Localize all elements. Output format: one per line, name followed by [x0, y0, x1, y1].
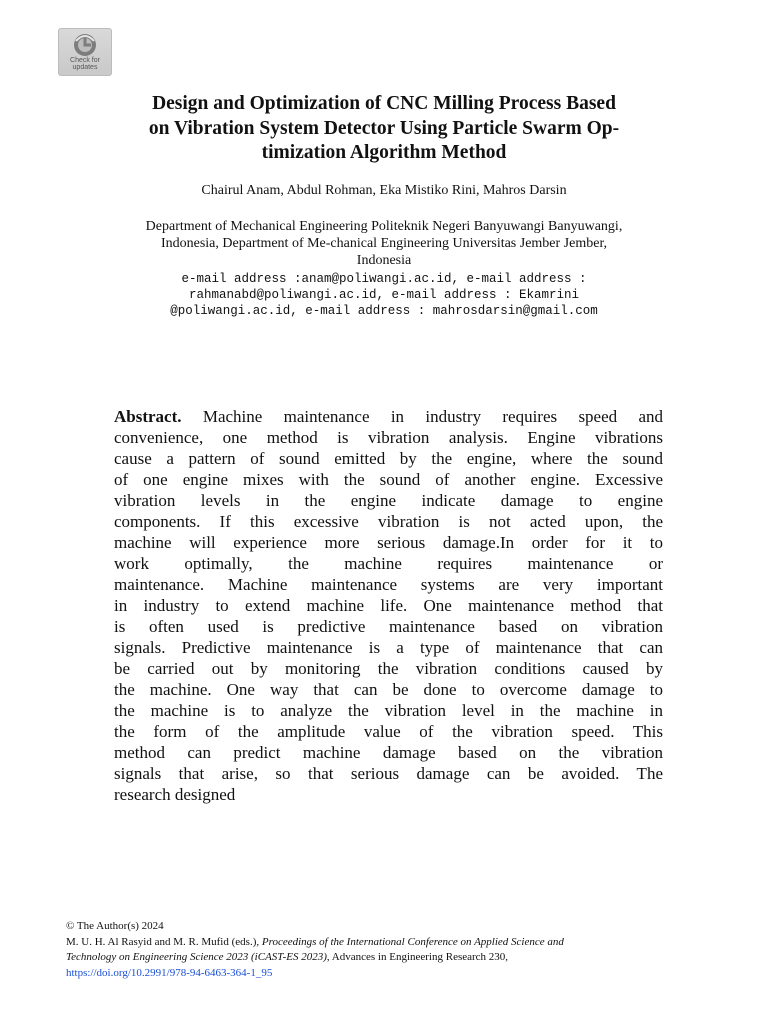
- abstract-line: [114, 406, 663, 427]
- abstract-line: of one engine mixes with the sound of another engine. Excessive: [114, 470, 663, 489]
- title-line: timization Algorithm Method: [261, 142, 507, 163]
- affiliation-line: Department of Mechanical Engineering Politeknik Negeri Banyuwangi Banyuwangi,: [145, 219, 623, 234]
- abstract: [114, 406, 663, 805]
- email-addresses: [60, 271, 708, 319]
- abstract-line: maintenance. Machine maintenance systems are very important: [114, 575, 663, 594]
- abstract-line: machine will experience more serious damage.In order for it to: [114, 533, 663, 552]
- abstract-label: Abstract.: [114, 407, 182, 426]
- affiliation: [60, 218, 708, 269]
- title-line: Design and Optimization of CNC Milling Process Based: [152, 93, 616, 114]
- badge-label-1: Check for: [70, 57, 100, 64]
- badge-label-2: updates: [72, 64, 98, 71]
- abstract-line: components. If this excessive vibration is not acted upon, the: [114, 512, 663, 531]
- doi-link[interactable]: https://doi.org/10.2991/978-94-6463-364-1_95: [66, 966, 273, 979]
- email-line: e-mail address :anam@poliwangi.ac.id, e-mail address :: [181, 272, 587, 286]
- citation-line: [66, 935, 706, 951]
- series: , Advances in Engineering Research 230,: [326, 951, 509, 963]
- paper-title: [60, 92, 708, 166]
- abstract-line: signals that arise, so that serious damage can be avoided. The: [114, 764, 663, 783]
- check-for-updates-icon: [72, 33, 98, 57]
- abstract-line: method can predict machine damage based on the vibration: [114, 743, 663, 762]
- abstract-line: cause a pattern of sound emitted by the engine, where the sound: [114, 449, 663, 468]
- proceedings-title-cont: Technology on Engineering Science 2023 (iCAST-ES 2023): [66, 951, 327, 963]
- abstract-text: Machine maintenance in industry requires speed and: [202, 407, 663, 426]
- email-line: rahmanabd@poliwangi.ac.id, e-mail address : Ekamrini: [188, 288, 580, 302]
- citation-line: [66, 966, 706, 982]
- email-line: @poliwangi.ac.id, e-mail address : mahrosdarsin@gmail.com: [170, 304, 598, 318]
- abstract-line: is often used is predictive maintenance based on vibration: [114, 617, 663, 636]
- abstract-line: be carried out by monitoring the vibration conditions caused by: [114, 659, 663, 678]
- affiliation-line: Indonesia, Department of Me-chanical Engineering Universitas Jember Jember,: [160, 236, 608, 251]
- abstract-line: work optimally, the machine requires maintenance or: [114, 554, 663, 573]
- footer-citation: [66, 919, 706, 981]
- abstract-line: the machine. One way that can be done to overcome damage to: [114, 680, 663, 699]
- proceedings-title: Proceedings of the International Conference on Applied Science and: [261, 935, 564, 948]
- citation-line: [66, 950, 706, 966]
- abstract-line: research designed: [114, 785, 236, 804]
- author-list: Chairul Anam, Abdul Rohman, Eka Mistiko Rini, Mahros Darsin: [201, 183, 567, 198]
- abstract-line: the form of the amplitude value of the vibration speed. This: [114, 722, 663, 741]
- abstract-line: in industry to extend machine life. One maintenance method that: [114, 596, 663, 615]
- abstract-line: vibration levels in the engine indicate damage to engine: [114, 491, 663, 510]
- abstract-line: the machine is to analyze the vibration level in the machine in: [114, 701, 663, 720]
- abstract-line: convenience, one method is vibration analysis. Engine vibrations: [114, 428, 663, 447]
- affiliation-line: Indonesia: [356, 253, 412, 268]
- editors: M. U. H. Al Rasyid and M. R. Mufid (eds.),: [66, 935, 262, 948]
- abstract-line: signals. Predictive maintenance is a type of maintenance that can: [114, 638, 663, 657]
- copyright: © The Author(s) 2024: [66, 920, 164, 932]
- title-line: on Vibration System Detector Using Particle Swarm Op-: [148, 117, 620, 139]
- check-for-updates-badge[interactable]: [58, 28, 112, 76]
